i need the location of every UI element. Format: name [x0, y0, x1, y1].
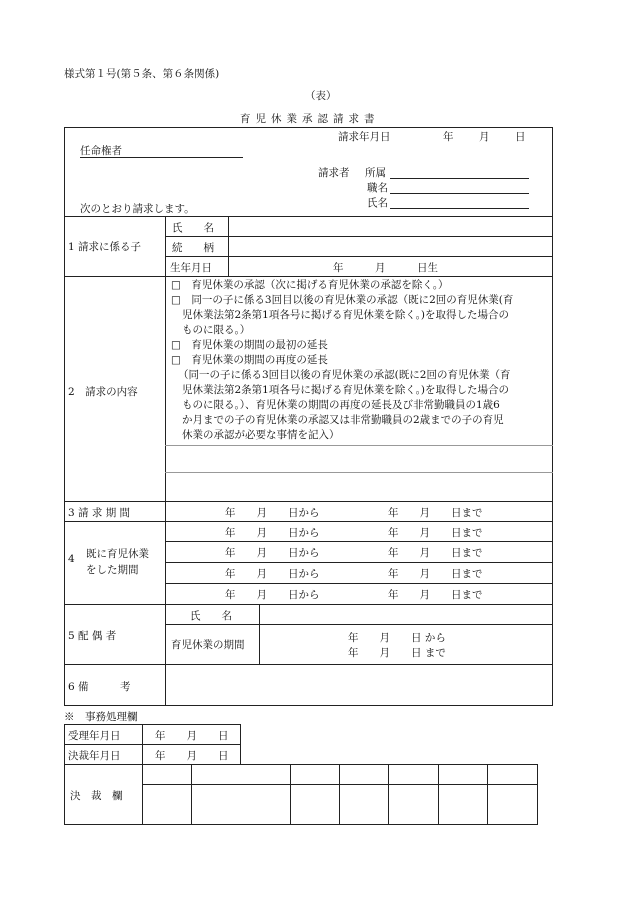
- appointer-underline: [80, 157, 243, 158]
- option-third-approval[interactable]: □ 同一の子に係る3回目以後の育児休業の承認（既に2回の育児休業(育: [171, 294, 514, 306]
- spouse-leave-to[interactable]: 年 月 日 まで: [348, 647, 446, 659]
- spouse-leave-label: 育児休業の期間: [171, 639, 245, 651]
- received-date-label: 受理年月日: [68, 730, 121, 742]
- requester-label: 請求者: [318, 167, 350, 179]
- reason-field[interactable]: [166, 446, 552, 501]
- received-date-value[interactable]: 年 月 日: [155, 730, 229, 742]
- request-date-day: 日: [515, 131, 526, 143]
- past-period-1-from[interactable]: 年 月 日から: [225, 527, 320, 539]
- past-period-2-from[interactable]: 年 月 日から: [225, 547, 320, 559]
- decided-date-label: 決裁年月日: [68, 750, 121, 762]
- spouse-name-field[interactable]: [260, 605, 552, 624]
- spouse-leave-from[interactable]: 年 月 日 から: [348, 632, 446, 644]
- section2-label: 2 請求の内容: [68, 386, 138, 398]
- option-third-approval-line2: 児休業法第2条第1項各号に掲げる育児休業を除く。)を取得した場合の: [182, 309, 509, 321]
- reason-note-line5: 休業の承認が必要な事情を記入）: [182, 429, 340, 441]
- past-period-4-from[interactable]: 年 月 日から: [225, 589, 320, 601]
- appointer-label: 任命権者: [80, 145, 122, 157]
- section3-label: 3 請 求 期 間: [68, 507, 131, 519]
- remarks-field[interactable]: [166, 665, 552, 705]
- section6-label: 6 備 考: [68, 681, 131, 693]
- request-date-month: 月: [479, 131, 490, 143]
- section5-label: 5 配 偶 者: [68, 630, 117, 642]
- position-label: 職名: [367, 182, 388, 194]
- reason-note-line3: ものに限る。）、育児休業の期間の再度の延長及び非常勤職員の1歳6: [182, 399, 500, 411]
- child-name-field[interactable]: [229, 217, 552, 236]
- past-period-2-to[interactable]: 年 月 日まで: [388, 547, 483, 559]
- reason-note-line2: 児休業法第2条第1項各号に掲げる育児休業を除く。)を取得した場合の: [182, 384, 509, 396]
- option-second-extension[interactable]: □ 育児休業の期間の再度の延長: [171, 354, 328, 366]
- request-period-to[interactable]: 年 月 日まで: [388, 507, 483, 519]
- request-text: 次のとおり請求します。: [80, 203, 195, 215]
- form-number: 様式第１号(第５条、第６条関係): [64, 68, 220, 80]
- option-third-approval-line3: ものに限る。）: [182, 324, 251, 336]
- reason-note-line1: （同一の子に係る3回目以後の育児休業の承認(既に2回の育児休業（育: [178, 369, 511, 381]
- name-label: 氏名: [367, 197, 388, 209]
- past-period-1-to[interactable]: 年 月 日まで: [388, 527, 483, 539]
- past-period-3-from[interactable]: 年 月 日から: [225, 568, 320, 580]
- affiliation-label: 所属: [365, 167, 386, 179]
- past-period-4-to[interactable]: 年 月 日まで: [388, 589, 483, 601]
- position-field[interactable]: [390, 193, 529, 194]
- form-title: 育児休業承認請求書: [240, 113, 380, 125]
- section4-number: 4: [68, 553, 75, 565]
- side-label: （表）: [305, 90, 337, 102]
- child-birth-value: 年 月 日生: [333, 262, 438, 274]
- past-period-3-to[interactable]: 年 月 日まで: [388, 568, 483, 580]
- reason-note-line4: か月までの子の育児休業の承認又は非常勤職員の2歳までの子の育児: [182, 414, 504, 426]
- child-relation-label: 続 柄: [172, 242, 214, 254]
- child-relation-field[interactable]: [229, 237, 552, 256]
- request-date-year: 年: [443, 131, 454, 143]
- section4-label-line2: をした期間: [86, 564, 139, 576]
- office-title: ※ 事務処理欄: [64, 711, 138, 723]
- affiliation-field[interactable]: [390, 178, 529, 179]
- approval-label: 決 裁 欄: [70, 790, 123, 802]
- option-approval[interactable]: □ 育児休業の承認（次に掲げる育児休業の承認を除く。）: [171, 279, 449, 291]
- child-name-label: 氏 名: [172, 222, 214, 234]
- requester-name-field[interactable]: [390, 208, 529, 209]
- request-date-label: 請求年月日: [338, 131, 391, 143]
- option-first-extension[interactable]: □ 育児休業の期間の最初の延長: [171, 339, 328, 351]
- child-birth-label: 生年月日: [170, 262, 212, 274]
- request-period-from[interactable]: 年 月 日から: [225, 507, 320, 519]
- decided-date-value[interactable]: 年 月 日: [155, 750, 229, 762]
- section1-label: 1 請求に係る子: [68, 241, 142, 253]
- spouse-name-label: 氏 名: [190, 610, 232, 622]
- section4-label-line1: 既に育児休業: [86, 548, 149, 560]
